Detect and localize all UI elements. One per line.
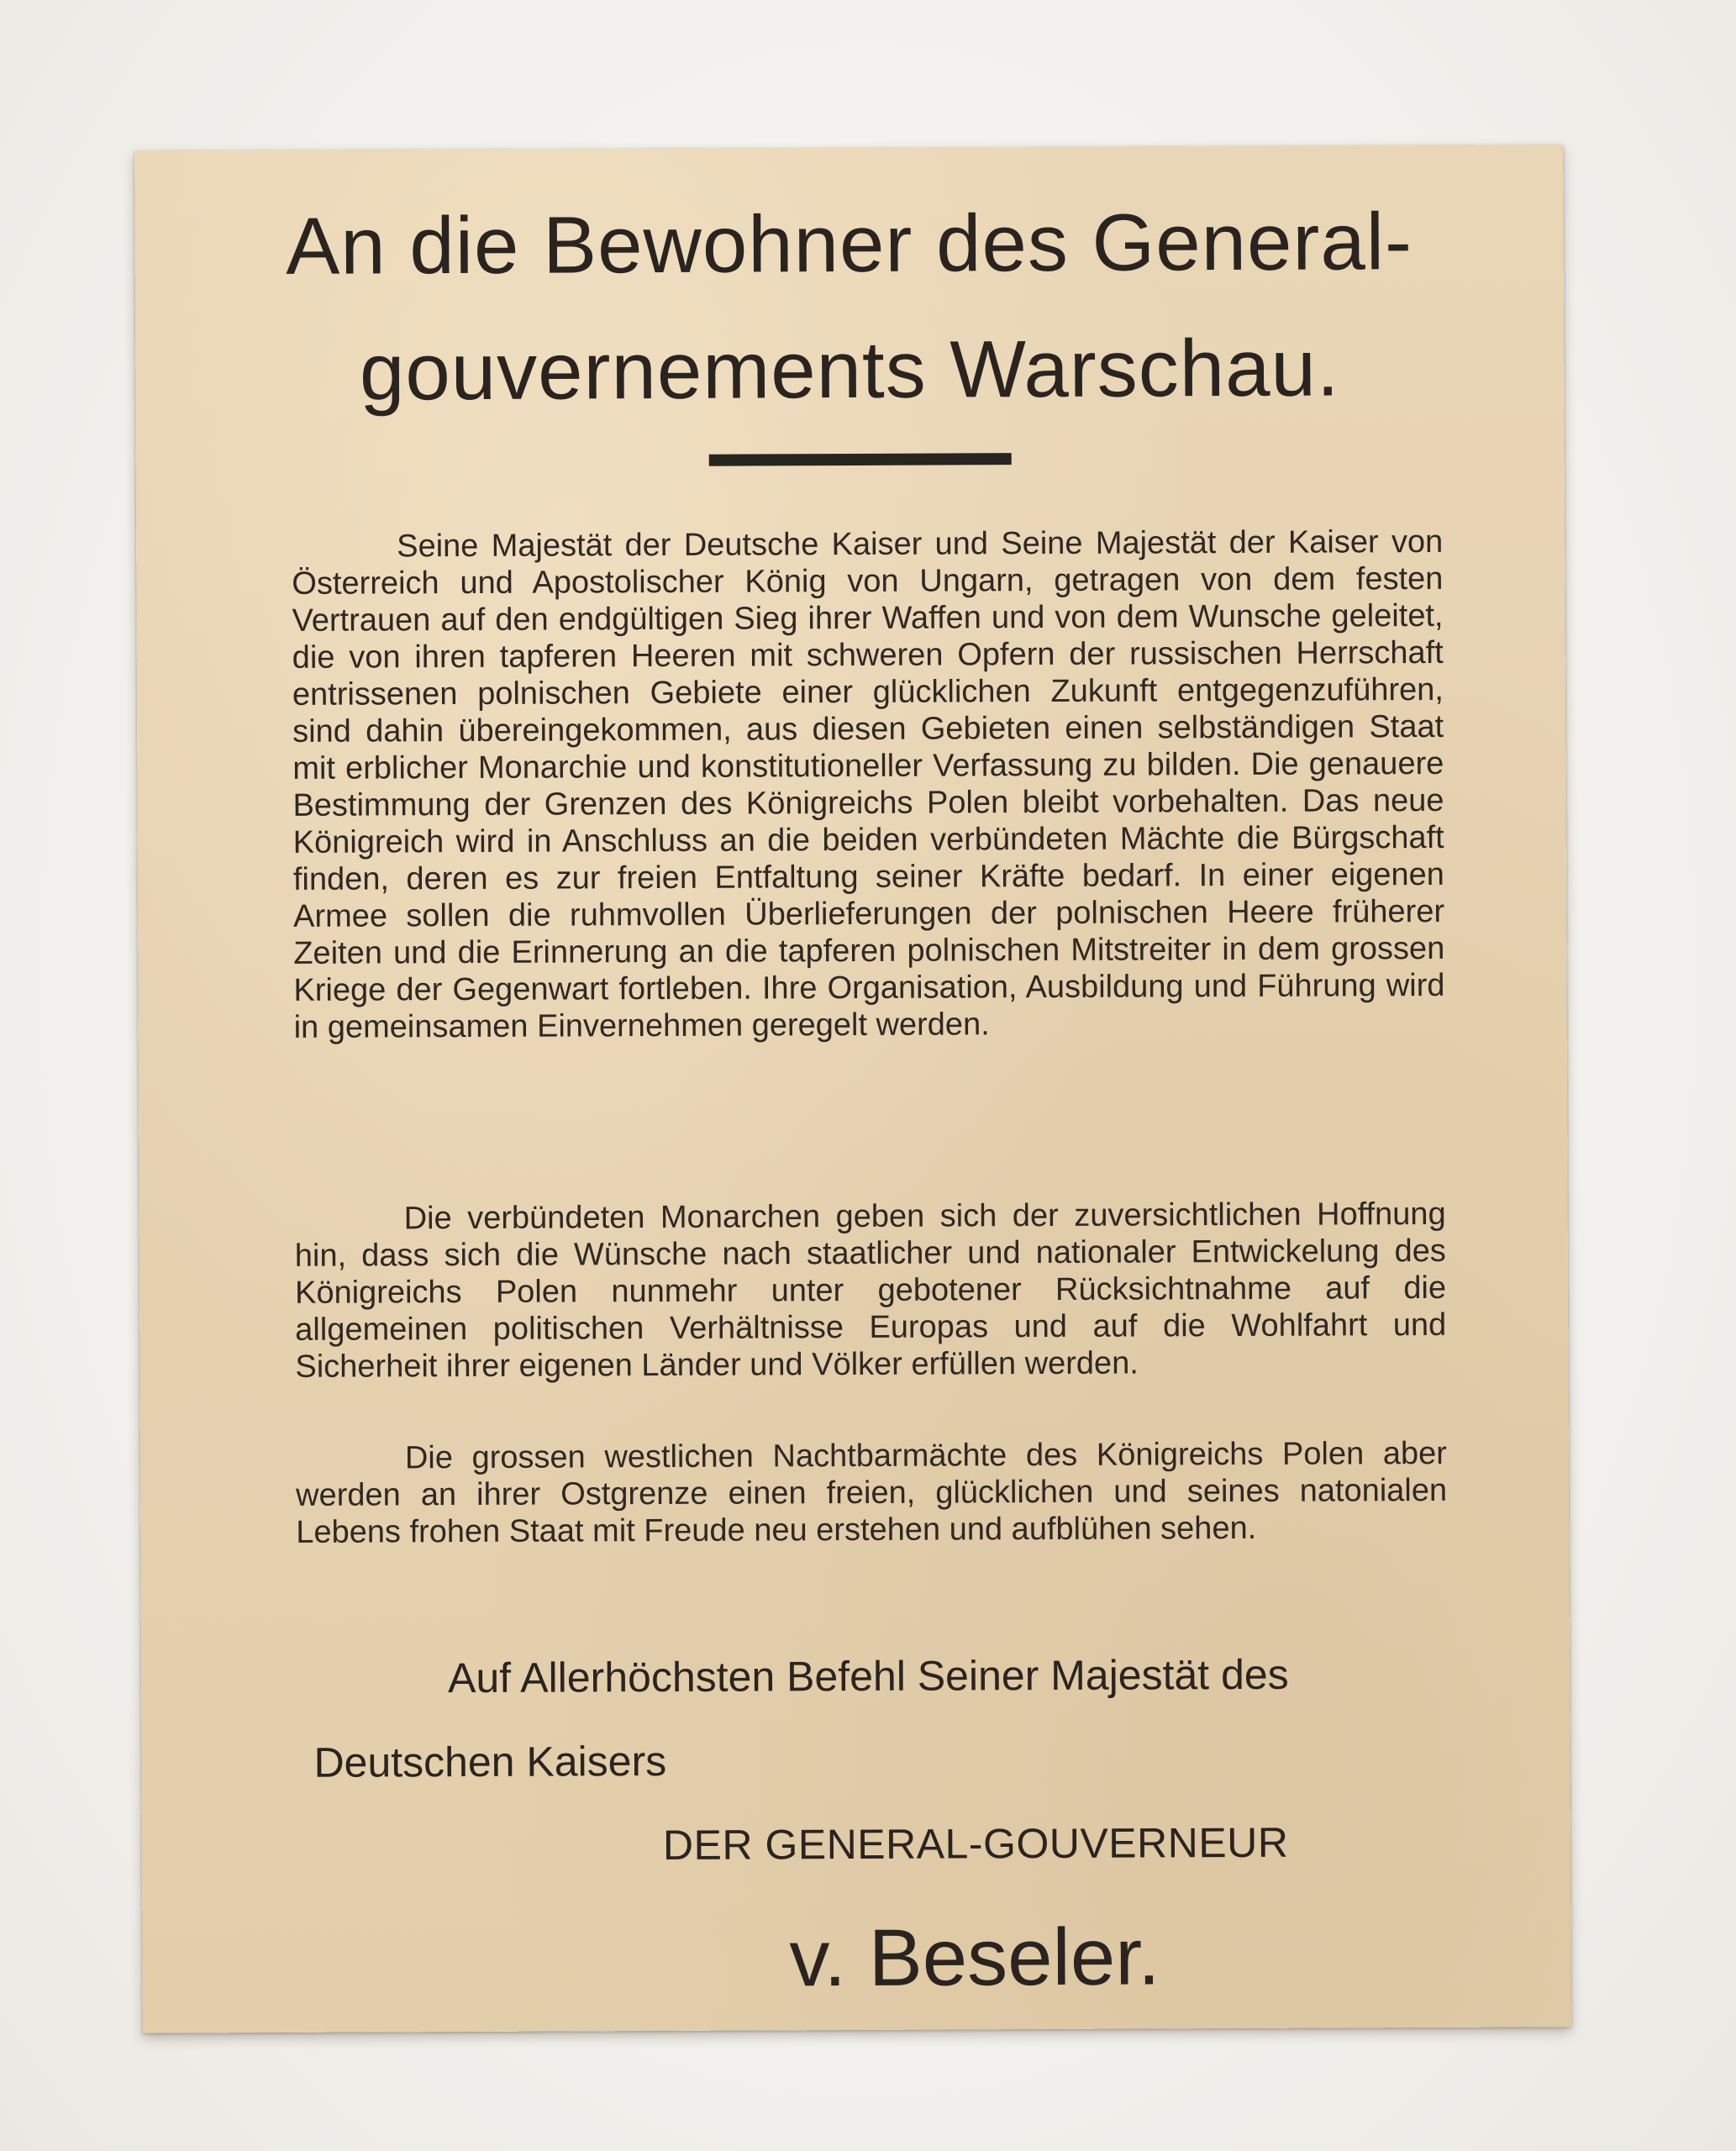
signatory-name: v. Beseler. xyxy=(789,1912,1160,2004)
title-line-2: gouvernements Warschau. xyxy=(359,323,1340,418)
title-line-1: An die Bewohner des General- xyxy=(285,197,1413,292)
paragraph-3: Die grossen westlichen Nachtbarmächte des Königreichs Polen aber werden an ihrer Ostgrenze einen freien, glücklichen und seines natonialen Lebens frohen Staat mit Freude neu erstehen und aufblühen sehen. xyxy=(296,1435,1448,1550)
paragraph-1: Seine Majestät der Deutsche Kaiser und Seine Majestät der Kaiser von Österreich und Apostolischer König von Ungarn, getragen von dem festen Vertrauen auf den endgültigen Sieg ihrer Waffen und von dem Wunsche geleitet, die von ihren tapferen Heeren mit schweren Opfern der russischen Herrschaft entrissenen polnischen Gebiete einer glücklichen Zukunft entgegenzuführen, sind dahin übereingekommen, aus diesen Gebieten einen selbständigen Staat mit erblicher Monarchie und konstitutioneller Verfassung zu bilden. Die genauere Bestimmung der Grenzen des Königreichs Polen bleibt vorbehalten. Das neue Königreich wird in Anschluss an die beiden verbündeten Mächte die Bürgschaft finden, deren es zur freien Entfaltung seiner Kräfte bedarf. In einer eigenen Armee sollen die ruhmvollen Überlieferungen der polnischen Heere früherer Zeiten und die Erinnerung an die tapferen polnischen Mitstreiter in dem grossen Kriege der Gegenwart fortleben. Ihre Organisation, Ausbildung und Führung wird in gemeinsamen Einvernehmen geregelt werden. xyxy=(292,523,1445,1045)
paragraph-2: Die verbündeten Monarchen geben sich der zuversichtlichen Hoffnung hin, dass sich die Wünsche nach staatlicher und nationaler Entwickelung des Königreichs Polen nunmehr unter gebotener Rücksichtnahme auf die allgemeinen politischen Verhältnisse Europas und auf die Wohlfahrt und Sicherheit ihrer eigenen Länder und Völker erfüllen werden. xyxy=(294,1196,1447,1385)
title-divider xyxy=(709,453,1012,466)
signature-title: DER GENERAL-GOUVERNEUR xyxy=(662,1818,1289,1869)
proclamation-sheet xyxy=(134,145,1571,2033)
signature-line-2: Deutschen Kaisers xyxy=(313,1737,667,1786)
signature-line-1: Auf Allerhöchsten Befehl Seiner Majestät des xyxy=(447,1650,1289,1702)
